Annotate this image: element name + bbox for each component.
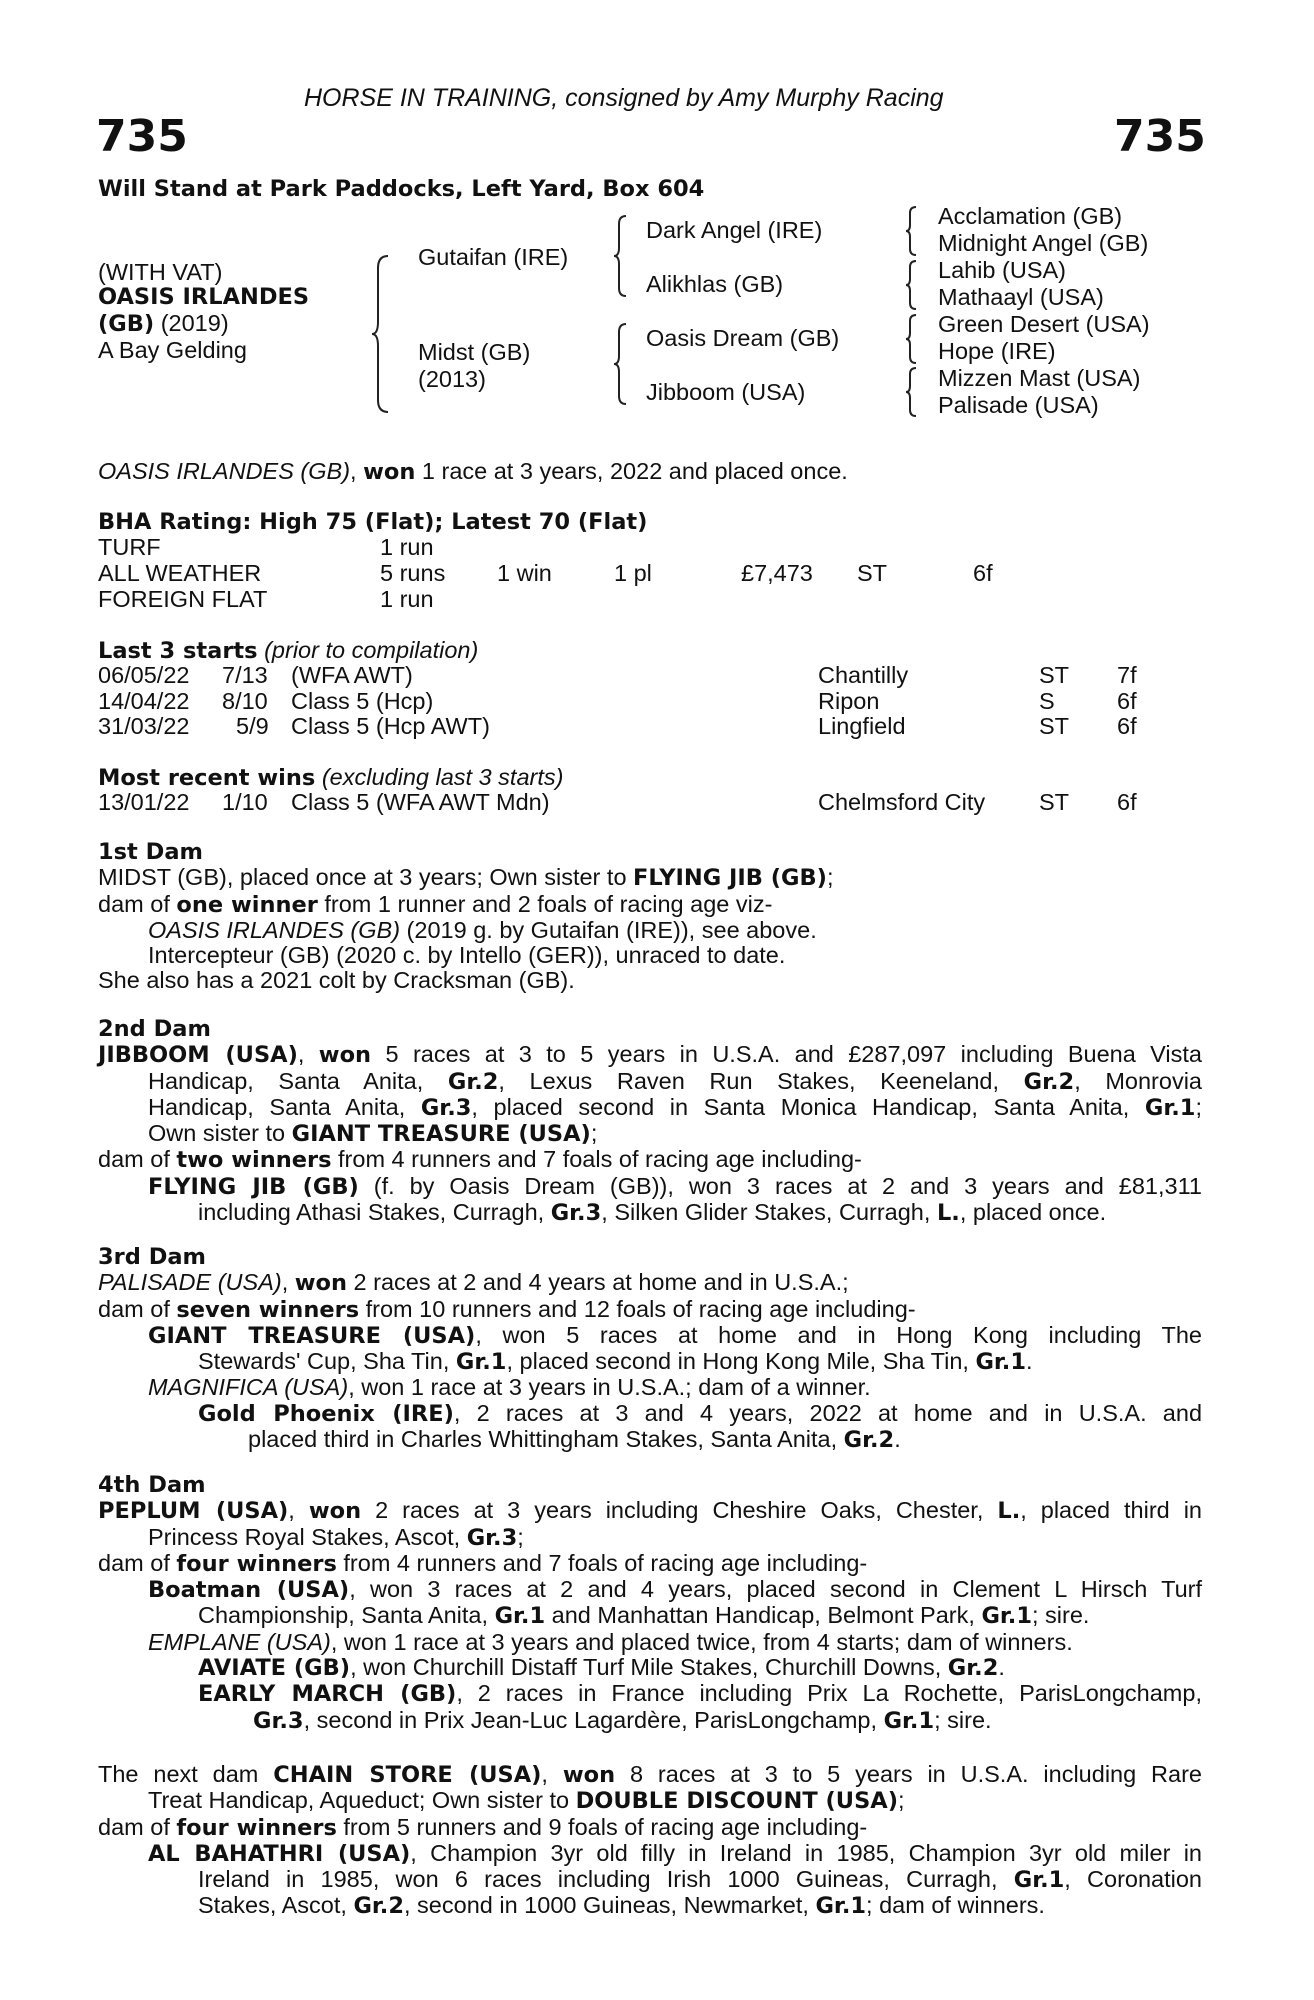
- horse-ref: GIANT TREASURE (USA): [148, 1322, 476, 1349]
- recent-wins-title: Most recent wins: [98, 765, 316, 791]
- text-run: 5 races at 3 to 5 years in U.S.A. and £287,097 including Buena Vista: [371, 1041, 1202, 1068]
- win-course: Chelmsford City: [818, 789, 986, 815]
- next-dam-section: [98, 1762, 1202, 1920]
- horse-ref: OASIS IRLANDES (GB): [148, 916, 401, 943]
- horse-ref: DOUBLE DISCOUNT (USA): [575, 1788, 898, 1815]
- stand-location: Will Stand at Park Paddocks, Left Yard, Box 604: [98, 176, 705, 202]
- text-run: Handicap, Santa Anita,: [148, 1067, 448, 1094]
- text-run: ,: [281, 1269, 295, 1296]
- rating-wins: 1 win: [497, 560, 552, 586]
- second-dam-section: [98, 1017, 1202, 1226]
- grade: Gr.1: [981, 1603, 1032, 1630]
- text-run: (f. by Oasis Dream (GB)), won 3 races at 2 and 3 years and £81,311: [358, 1172, 1202, 1199]
- start-going: ST: [1039, 713, 1070, 739]
- pedigree-brace-ds: [904, 313, 920, 365]
- pedigree-dam-year: (2013): [418, 366, 486, 392]
- grade: Gr.2: [947, 1655, 999, 1682]
- text-run: from 1 runner and 2 foals of racing age viz-: [317, 890, 773, 917]
- text-run: The next dam: [98, 1761, 274, 1787]
- emphasis: four winners: [176, 1814, 337, 1841]
- text-run: 8 races at 3 to 5 years in U.S.A. including Rare: [615, 1761, 1202, 1787]
- text-run: ;: [1195, 1093, 1202, 1120]
- text-run: , won 3 races at 2 and 4 years, placed second in Clement L Hirsch Turf: [349, 1576, 1203, 1603]
- horse-year: (2019): [154, 310, 229, 336]
- text-run: from 4 runners and 7 foals of racing age including-: [331, 1146, 862, 1173]
- text-line: [98, 1525, 1202, 1551]
- horse-ref: GIANT TREASURE (USA): [291, 1121, 591, 1148]
- summary-sep: ,: [350, 458, 364, 484]
- pedigree-brace-sd: [904, 259, 920, 311]
- text-run: (2019 g. by Gutaifan (IRE)), see above.: [400, 916, 817, 943]
- text-run: , Monrovia: [1074, 1067, 1202, 1094]
- section-heading: 3rd Dam: [98, 1244, 206, 1270]
- text-run: and Manhattan Handicap, Belmont Park,: [545, 1602, 982, 1629]
- text-line: [98, 1551, 1202, 1577]
- text-line: [98, 1603, 1202, 1629]
- text-run: , won Churchill Distaff Turf Mile Stakes, Churchill Downs,: [350, 1654, 948, 1681]
- pedigree-sire-dam: Alikhlas (GB): [646, 271, 784, 297]
- grade: Gr.3: [466, 1524, 518, 1551]
- text-line: [98, 1762, 1202, 1788]
- text-run: Championship, Santa Anita,: [198, 1602, 495, 1629]
- text-line: [98, 1121, 1202, 1147]
- text-run: including Athasi Stakes, Curragh,: [198, 1199, 551, 1226]
- rating-heading: BHA Rating: High 75 (Flat); Latest 70 (Flat): [98, 509, 648, 535]
- pedigree-sss: Acclamation (GB): [938, 203, 1123, 229]
- text-run: dam of: [98, 1549, 177, 1576]
- text-line: [98, 1788, 1202, 1814]
- first-dam-section: [98, 840, 1202, 994]
- start-race: Class 5 (Hcp): [291, 688, 434, 714]
- text-line: [98, 1867, 1202, 1893]
- text-line: [98, 1708, 1202, 1734]
- pedigree-sire-sire: Dark Angel (IRE): [646, 217, 823, 243]
- text-line: [98, 1655, 1202, 1681]
- lot-number-left: 735: [96, 111, 188, 162]
- race-summary: [98, 459, 848, 485]
- text-run: Stewards' Cup, Sha Tin,: [198, 1348, 456, 1375]
- text-run: 2 races at 3 years including Cheshire Oaks, Chester,: [361, 1497, 998, 1524]
- win-going: ST: [1039, 789, 1070, 815]
- text-run: Treat Handicap, Aqueduct; Own sister to: [148, 1787, 576, 1814]
- text-run: , placed third in: [1020, 1497, 1202, 1524]
- horse-ref: Gold Phoenix (IRE): [198, 1400, 454, 1427]
- grade: Gr.1: [1144, 1094, 1196, 1121]
- pedigree-brace-dd: [904, 366, 920, 418]
- text-run: , placed second in Santa Monica Handicap, Santa Anita,: [471, 1093, 1145, 1120]
- start-position: 5/9: [236, 713, 269, 739]
- text-run: ; sire.: [1032, 1602, 1090, 1629]
- text-run: , Coronation: [1064, 1866, 1202, 1893]
- text-run: , 2 races at 3 and 4 years, 2022 at home and in U.S.A. and: [453, 1399, 1203, 1426]
- horse-ref: CHAIN STORE (USA): [273, 1762, 542, 1788]
- text-line: [98, 1042, 1202, 1068]
- horse-ref: AL BAHATHRI (USA): [148, 1840, 411, 1867]
- horse-description: A Bay Gelding: [98, 337, 247, 363]
- pedigree-ddd: Palisade (USA): [938, 392, 1099, 418]
- text-run: ;: [826, 864, 834, 891]
- horse-ref: Boatman (USA): [148, 1577, 350, 1604]
- rating-surface: ALL WEATHER: [98, 560, 262, 586]
- start-position: 8/10: [222, 688, 268, 714]
- text-line: [98, 1681, 1202, 1707]
- text-line: [98, 1323, 1202, 1349]
- text-line: [98, 1630, 1202, 1655]
- text-line: [98, 1200, 1202, 1226]
- emphasis: won: [318, 1042, 372, 1069]
- start-going: S: [1039, 688, 1055, 714]
- emphasis: seven winners: [176, 1296, 360, 1323]
- summary-won: won: [363, 459, 416, 485]
- grade: Gr.3: [420, 1094, 472, 1121]
- text-run: , won 5 races at home and in Hong Kong including The: [475, 1321, 1202, 1348]
- grade: Gr.3: [253, 1707, 304, 1734]
- pedigree-dam-sire: Oasis Dream (GB): [646, 325, 840, 351]
- grade: Gr.1: [975, 1349, 1027, 1376]
- pedigree-dss: Green Desert (USA): [938, 311, 1150, 337]
- text-line: [98, 1893, 1202, 1919]
- text-line: [98, 1069, 1202, 1095]
- text-line: [98, 1375, 1202, 1400]
- text-run: , second in Prix Jean-Luc Lagardère, ParisLongchamp,: [303, 1706, 884, 1733]
- text-line: [98, 1349, 1202, 1375]
- text-run: ; dam of winners.: [866, 1892, 1045, 1919]
- text-run: Princess Royal Stakes, Ascot,: [148, 1523, 467, 1550]
- text-line: [98, 1401, 1202, 1427]
- pedigree-dds: Mizzen Mast (USA): [938, 365, 1141, 391]
- start-race: Class 5 (Hcp AWT): [291, 713, 490, 739]
- pedigree-dam: Midst (GB): [418, 339, 531, 365]
- rating-runs: 5 runs: [380, 560, 446, 586]
- text-line: [98, 865, 1202, 891]
- start-course: Lingfield: [818, 713, 906, 739]
- pedigree-sire: Gutaifan (IRE): [418, 244, 569, 270]
- start-position: 7/13: [222, 662, 268, 688]
- start-course: Chantilly: [818, 662, 909, 688]
- emphasis: one winner: [176, 891, 318, 918]
- text-run: Own sister to: [148, 1120, 292, 1147]
- text-run: ;: [590, 1120, 598, 1147]
- text-run: ; sire.: [934, 1706, 992, 1733]
- text-run: Stakes, Ascot,: [198, 1892, 354, 1919]
- last-starts-note: (prior to compilation): [257, 637, 479, 663]
- text-line: [98, 1427, 1202, 1453]
- start-date: 31/03/22: [98, 713, 190, 739]
- text-run: dam of: [98, 1295, 177, 1322]
- fourth-dam-section: [98, 1473, 1202, 1734]
- recent-wins-note: (excluding last 3 starts): [315, 764, 564, 790]
- text-run: , placed once.: [959, 1199, 1107, 1226]
- pedigree-brace-ss: [904, 205, 920, 257]
- recent-wins-heading: [98, 765, 563, 791]
- grade: L.: [936, 1200, 960, 1227]
- horse-ref: AVIATE (GB): [198, 1655, 351, 1682]
- pedigree-sdd: Mathaayl (USA): [938, 284, 1104, 310]
- text-run: 2 races at 2 and 4 years at home and in U.S.A.;: [347, 1269, 849, 1296]
- grade: Gr.2: [447, 1068, 499, 1095]
- rating-surface: FOREIGN FLAT: [98, 586, 268, 612]
- grade: Gr.3: [550, 1200, 602, 1227]
- horse-ref: EARLY MARCH (GB): [198, 1681, 457, 1708]
- text-line: [98, 1297, 1202, 1323]
- horse-origin-year: [98, 311, 229, 337]
- start-date: 06/05/22: [98, 662, 190, 688]
- summary-horse-name: OASIS IRLANDES (GB): [98, 458, 351, 484]
- horse-ref: EMPLANE (USA): [148, 1628, 331, 1655]
- section-heading: 1st Dam: [98, 839, 203, 865]
- emphasis: four winners: [176, 1550, 337, 1577]
- text-run: , placed second in Hong Kong Mile, Sha Tin,: [506, 1348, 976, 1375]
- text-run: , Lexus Raven Run Stakes, Keeneland,: [498, 1067, 1024, 1094]
- section-heading: 4th Dam: [98, 1472, 206, 1498]
- text-run: ;: [897, 1787, 905, 1814]
- pedigree-ssd: Midnight Angel (GB): [938, 230, 1149, 256]
- grade: Gr.2: [1023, 1068, 1075, 1095]
- start-course: Ripon: [818, 688, 880, 714]
- text-run: ,: [297, 1041, 319, 1068]
- start-going: ST: [1039, 662, 1070, 688]
- start-race: (WFA AWT): [291, 662, 413, 688]
- text-line: [98, 1174, 1202, 1200]
- emphasis: won: [308, 1498, 362, 1525]
- text-run: Handicap, Santa Anita,: [148, 1093, 421, 1120]
- text-line: [98, 1577, 1202, 1603]
- text-run: , 2 races in France including Prix La Rochette, ParisLongchamp,: [456, 1680, 1202, 1707]
- emphasis: two winners: [176, 1147, 332, 1174]
- grade: L.: [997, 1498, 1021, 1525]
- rating-placed: 1 pl: [614, 560, 652, 586]
- win-distance: 6f: [1117, 789, 1137, 815]
- grade: Gr.1: [455, 1349, 507, 1376]
- emphasis: won: [562, 1762, 616, 1788]
- text-run: ,: [288, 1497, 309, 1524]
- pedigree-brace-sire-dam: [370, 254, 392, 414]
- text-run: placed third in Charles Whittingham Stakes, Santa Anita,: [248, 1426, 844, 1453]
- rating-runs: 1 run: [380, 534, 434, 560]
- pedigree-brace-sire: [612, 214, 630, 298]
- horse-ref: PEPLUM (USA): [98, 1498, 289, 1525]
- grade: Gr.1: [815, 1893, 867, 1920]
- text-line: She also has a 2021 colt by Cracksman (GB).: [98, 967, 575, 994]
- text-line: [98, 1815, 1202, 1841]
- grade: Gr.1: [883, 1707, 935, 1734]
- grade: Gr.1: [494, 1603, 546, 1630]
- horse-ref: FLYING JIB (GB): [148, 1173, 359, 1200]
- text-run: , won 1 race at 3 years and placed twice, from 4 starts; dam of winners.: [330, 1628, 1073, 1655]
- text-run: from 4 runners and 7 foals of racing age including-: [336, 1549, 868, 1576]
- text-run: Ireland in 1985, won 6 races including Irish 1000 Guineas, Curragh,: [198, 1866, 1014, 1893]
- pedigree-sds: Lahib (USA): [938, 257, 1066, 283]
- last-starts-title: Last 3 starts: [98, 638, 258, 664]
- text-run: MIDST (GB), placed once at 3 years; Own sister to: [98, 864, 634, 891]
- text-line: [98, 892, 1202, 918]
- last-starts-heading: [98, 638, 478, 664]
- horse-origin: (GB): [98, 311, 155, 337]
- text-run: dam of: [98, 890, 177, 917]
- third-dam-section: [98, 1245, 1202, 1453]
- win-date: 13/01/22: [98, 789, 190, 815]
- text-run: from 10 runners and 12 foals of racing age including-: [359, 1295, 916, 1322]
- rating-going: ST: [857, 560, 888, 586]
- text-run: , won 1 race at 3 years in U.S.A.; dam of a winner.: [348, 1374, 871, 1401]
- start-distance: 6f: [1117, 713, 1137, 739]
- rating-prize: £7,473: [741, 560, 813, 586]
- vat-note: (WITH VAT): [98, 259, 223, 285]
- rating-distance: 6f: [973, 560, 993, 586]
- start-date: 14/04/22: [98, 688, 190, 714]
- grade: Gr.2: [843, 1427, 895, 1454]
- start-distance: 6f: [1117, 688, 1137, 714]
- pedigree-dam-dam: Jibboom (USA): [646, 379, 806, 405]
- win-race: Class 5 (WFA AWT Mdn): [291, 789, 550, 815]
- text-run: ,: [541, 1761, 563, 1787]
- text-line: [98, 1270, 1202, 1296]
- win-position: 1/10: [222, 789, 268, 815]
- text-run: dam of: [98, 1146, 177, 1173]
- text-line: Intercepteur (GB) (2020 c. by Intello (GER)), unraced to date.: [148, 942, 786, 969]
- lot-number-right: 735: [1114, 111, 1206, 162]
- text-run: , Silken Glider Stakes, Curragh,: [601, 1199, 937, 1226]
- rating-runs: 1 run: [380, 586, 434, 612]
- pedigree-brace-dam: [612, 322, 630, 406]
- text-run: ;: [517, 1523, 524, 1550]
- text-line: [98, 918, 1202, 943]
- grade: Gr.1: [1013, 1867, 1065, 1894]
- rating-surface: TURF: [98, 534, 161, 560]
- text-line: [98, 1147, 1202, 1173]
- consignment-line: HORSE IN TRAINING, consigned by Amy Murphy Racing: [304, 84, 944, 112]
- text-line: [98, 1498, 1202, 1524]
- text-line: [98, 1841, 1202, 1867]
- text-run: , second in 1000 Guineas, Newmarket,: [404, 1892, 816, 1919]
- horse-ref: FLYING JIB (GB): [633, 865, 827, 892]
- horse-ref: MAGNIFICA (USA): [148, 1374, 349, 1401]
- horse-name: OASIS IRLANDES: [98, 284, 310, 310]
- emphasis: won: [294, 1270, 348, 1297]
- horse-ref: JIBBOOM (USA): [98, 1042, 298, 1069]
- text-line: [98, 1095, 1202, 1121]
- text-run: .: [1026, 1348, 1033, 1375]
- text-run: from 5 runners and 9 foals of racing age including-: [336, 1813, 868, 1840]
- text-run: .: [998, 1654, 1005, 1681]
- summary-rest: 1 race at 3 years, 2022 and placed once.: [415, 458, 848, 484]
- text-run: , Champion 3yr old filly in Ireland in 1985, Champion 3yr old miler in: [410, 1839, 1202, 1866]
- text-run: .: [894, 1426, 901, 1453]
- section-heading: 2nd Dam: [98, 1016, 211, 1042]
- pedigree-dsd: Hope (IRE): [938, 338, 1056, 364]
- grade: Gr.2: [353, 1893, 404, 1920]
- start-distance: 7f: [1117, 662, 1137, 688]
- horse-ref: PALISADE (USA): [98, 1269, 282, 1296]
- text-run: dam of: [98, 1813, 177, 1840]
